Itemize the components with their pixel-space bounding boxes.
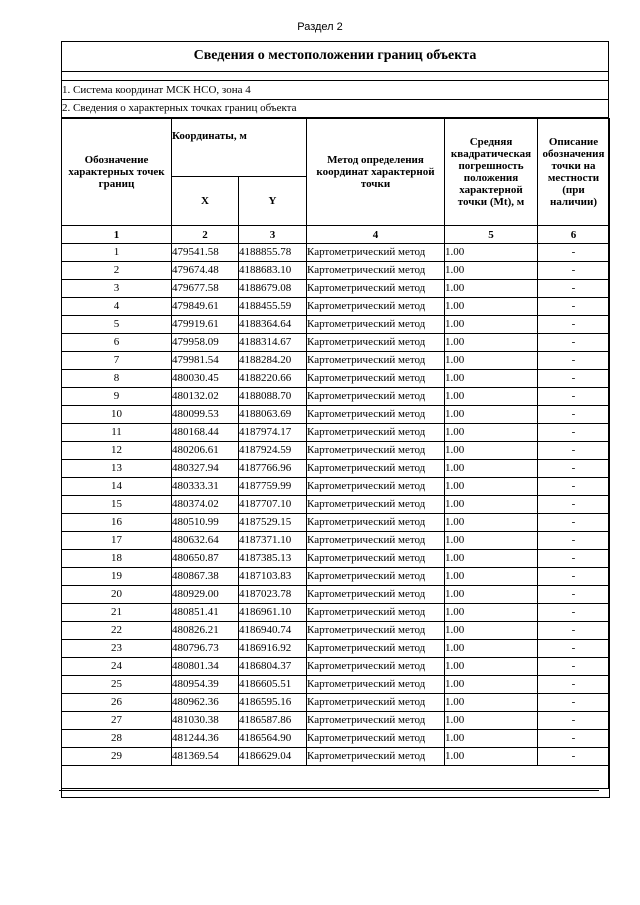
error-cell: 1.00 [445, 532, 538, 550]
method-cell: Картометрический метод [307, 280, 445, 298]
table-row [62, 532, 610, 550]
method-cell: Картометрический метод [307, 640, 445, 658]
error-cell: 1.00 [445, 658, 538, 676]
error-cell: 1.00 [445, 316, 538, 334]
error-cell: 1.00 [445, 388, 538, 406]
points-table-body [62, 244, 610, 766]
y-coordinate-cell: 4188220.66 [239, 370, 307, 388]
point-number-cell: 17 [62, 532, 172, 550]
x-coordinate-cell: 480801.34 [172, 658, 239, 676]
table-row [62, 406, 610, 424]
point-number-cell: 6 [62, 334, 172, 352]
table-row [62, 730, 610, 748]
x-coordinate-cell: 480206.61 [172, 442, 239, 460]
y-coordinate-cell: 4188284.20 [239, 352, 307, 370]
error-cell: 1.00 [445, 694, 538, 712]
method-cell: Картометрический метод [307, 262, 445, 280]
description-cell: - [538, 604, 610, 622]
x-coordinate-cell: 480327.94 [172, 460, 239, 478]
method-cell: Картометрический метод [307, 388, 445, 406]
description-cell: - [538, 496, 610, 514]
method-cell: Картометрический метод [307, 586, 445, 604]
x-coordinate-cell: 481244.36 [172, 730, 239, 748]
error-cell: 1.00 [445, 334, 538, 352]
error-cell: 1.00 [445, 424, 538, 442]
point-number-cell: 3 [62, 280, 172, 298]
coordinate-system-line: 1. Система координат МСК НСО, зона 4 [61, 80, 609, 100]
error-cell: 1.00 [445, 604, 538, 622]
section-label: Раздел 2 [297, 21, 343, 33]
column-numbers-row [62, 226, 610, 244]
x-coordinate-cell: 480030.45 [172, 370, 239, 388]
y-coordinate-cell: 4186940.74 [239, 622, 307, 640]
point-number-cell: 20 [62, 586, 172, 604]
point-number-cell: 29 [62, 748, 172, 766]
header-x: X [172, 177, 239, 226]
description-cell: - [538, 370, 610, 388]
y-coordinate-cell: 4186916.92 [239, 640, 307, 658]
method-cell: Картометрический метод [307, 370, 445, 388]
table-row [62, 262, 610, 280]
error-cell: 1.00 [445, 478, 538, 496]
table-row [62, 622, 610, 640]
header-y: Y [239, 177, 307, 226]
table-row [62, 694, 610, 712]
column-number: 3 [239, 226, 307, 244]
header-error: Средняя квадратическая погрешность положения характерной точки (Mt), м [445, 119, 538, 226]
method-cell: Картометрический метод [307, 694, 445, 712]
table-row [62, 676, 610, 694]
x-coordinate-cell: 479849.61 [172, 298, 239, 316]
x-coordinate-cell: 480099.53 [172, 406, 239, 424]
y-coordinate-cell: 4188364.64 [239, 316, 307, 334]
header-method: Метод определения координат характерной точки [307, 119, 445, 226]
x-coordinate-cell: 481030.38 [172, 712, 239, 730]
description-cell: - [538, 730, 610, 748]
table-row [62, 640, 610, 658]
table-row [62, 244, 610, 262]
error-cell: 1.00 [445, 676, 538, 694]
x-coordinate-cell: 479958.09 [172, 334, 239, 352]
error-cell: 1.00 [445, 640, 538, 658]
table-row [62, 550, 610, 568]
point-number-cell: 25 [62, 676, 172, 694]
error-cell: 1.00 [445, 352, 538, 370]
point-number-cell: 8 [62, 370, 172, 388]
x-coordinate-cell: 479981.54 [172, 352, 239, 370]
table-row [62, 604, 610, 622]
point-number-cell: 23 [62, 640, 172, 658]
y-coordinate-cell: 4187766.96 [239, 460, 307, 478]
table-row [62, 388, 610, 406]
points-info-line: 2. Сведения о характерных точках границ объекта [61, 100, 609, 118]
description-cell: - [538, 460, 610, 478]
x-coordinate-cell: 480132.02 [172, 388, 239, 406]
point-number-cell: 9 [62, 388, 172, 406]
error-cell: 1.00 [445, 244, 538, 262]
y-coordinate-cell: 4187371.10 [239, 532, 307, 550]
y-coordinate-cell: 4188855.78 [239, 244, 307, 262]
x-coordinate-cell: 479919.61 [172, 316, 239, 334]
description-cell: - [538, 352, 610, 370]
table-row [62, 442, 610, 460]
error-cell: 1.00 [445, 730, 538, 748]
y-coordinate-cell: 4188455.59 [239, 298, 307, 316]
error-cell: 1.00 [445, 586, 538, 604]
description-cell: - [538, 640, 610, 658]
error-cell: 1.00 [445, 298, 538, 316]
description-cell: - [538, 550, 610, 568]
x-coordinate-cell: 480650.87 [172, 550, 239, 568]
points-table [61, 118, 610, 798]
description-cell: - [538, 712, 610, 730]
point-number-cell: 1 [62, 244, 172, 262]
x-coordinate-cell: 480867.38 [172, 568, 239, 586]
point-number-cell: 28 [62, 730, 172, 748]
x-coordinate-cell: 480826.21 [172, 622, 239, 640]
description-cell: - [538, 622, 610, 640]
method-cell: Картометрический метод [307, 622, 445, 640]
point-number-cell: 22 [62, 622, 172, 640]
method-cell: Картометрический метод [307, 748, 445, 766]
description-cell: - [538, 298, 610, 316]
description-cell: - [538, 658, 610, 676]
point-number-cell: 21 [62, 604, 172, 622]
description-cell: - [538, 388, 610, 406]
description-cell: - [538, 406, 610, 424]
empty-cell [62, 766, 610, 798]
point-number-cell: 27 [62, 712, 172, 730]
y-coordinate-cell: 4187759.99 [239, 478, 307, 496]
header-description: Описание обозначения точки на местности (при наличии) [538, 119, 610, 226]
description-cell: - [538, 262, 610, 280]
point-number-cell: 18 [62, 550, 172, 568]
table-row [62, 424, 610, 442]
description-cell: - [538, 586, 610, 604]
x-coordinate-cell: 479541.58 [172, 244, 239, 262]
method-cell: Картометрический метод [307, 514, 445, 532]
y-coordinate-cell: 4188088.70 [239, 388, 307, 406]
point-number-cell: 14 [62, 478, 172, 496]
empty-row [62, 766, 610, 798]
point-number-cell: 5 [62, 316, 172, 334]
column-number: 1 [62, 226, 172, 244]
y-coordinate-cell: 4188679.08 [239, 280, 307, 298]
table-row [62, 496, 610, 514]
method-cell: Картометрический метод [307, 442, 445, 460]
table-row [62, 298, 610, 316]
error-cell: 1.00 [445, 406, 538, 424]
point-number-cell: 11 [62, 424, 172, 442]
y-coordinate-cell: 4188063.69 [239, 406, 307, 424]
x-coordinate-cell: 481369.54 [172, 748, 239, 766]
table-row [62, 568, 610, 586]
method-cell: Картометрический метод [307, 460, 445, 478]
point-number-cell: 26 [62, 694, 172, 712]
method-cell: Картометрический метод [307, 244, 445, 262]
error-cell: 1.00 [445, 442, 538, 460]
method-cell: Картометрический метод [307, 424, 445, 442]
description-cell: - [538, 244, 610, 262]
method-cell: Картометрический метод [307, 298, 445, 316]
method-cell: Картометрический метод [307, 604, 445, 622]
table-row [62, 460, 610, 478]
header-coordinates: Координаты, м [172, 119, 307, 177]
error-cell: 1.00 [445, 496, 538, 514]
x-coordinate-cell: 480851.41 [172, 604, 239, 622]
method-cell: Картометрический метод [307, 532, 445, 550]
column-number: 5 [445, 226, 538, 244]
description-cell: - [538, 676, 610, 694]
table-row [62, 478, 610, 496]
method-cell: Картометрический метод [307, 550, 445, 568]
point-number-cell: 15 [62, 496, 172, 514]
y-coordinate-cell: 4187023.78 [239, 586, 307, 604]
error-cell: 1.00 [445, 280, 538, 298]
x-coordinate-cell: 480168.44 [172, 424, 239, 442]
x-coordinate-cell: 480929.00 [172, 586, 239, 604]
description-cell: - [538, 532, 610, 550]
description-cell: - [538, 748, 610, 766]
x-coordinate-cell: 480510.99 [172, 514, 239, 532]
y-coordinate-cell: 4187385.13 [239, 550, 307, 568]
point-number-cell: 7 [62, 352, 172, 370]
table-row [62, 316, 610, 334]
y-coordinate-cell: 4186804.37 [239, 658, 307, 676]
table-row [62, 586, 610, 604]
description-cell: - [538, 514, 610, 532]
description-cell: - [538, 316, 610, 334]
error-cell: 1.00 [445, 370, 538, 388]
y-coordinate-cell: 4186564.90 [239, 730, 307, 748]
y-coordinate-cell: 4188683.10 [239, 262, 307, 280]
y-coordinate-cell: 4187924.59 [239, 442, 307, 460]
method-cell: Картометрический метод [307, 478, 445, 496]
method-cell: Картометрический метод [307, 352, 445, 370]
error-cell: 1.00 [445, 514, 538, 532]
y-coordinate-cell: 4186605.51 [239, 676, 307, 694]
error-cell: 1.00 [445, 460, 538, 478]
point-number-cell: 19 [62, 568, 172, 586]
point-number-cell: 10 [62, 406, 172, 424]
x-coordinate-cell: 480962.36 [172, 694, 239, 712]
point-number-cell: 16 [62, 514, 172, 532]
y-coordinate-cell: 4186629.04 [239, 748, 307, 766]
table-row [62, 658, 610, 676]
x-coordinate-cell: 480632.64 [172, 532, 239, 550]
error-cell: 1.00 [445, 568, 538, 586]
column-number: 4 [307, 226, 445, 244]
y-coordinate-cell: 4187974.17 [239, 424, 307, 442]
description-cell: - [538, 424, 610, 442]
y-coordinate-cell: 4186595.16 [239, 694, 307, 712]
method-cell: Картометрический метод [307, 496, 445, 514]
y-coordinate-cell: 4187103.83 [239, 568, 307, 586]
description-cell: - [538, 568, 610, 586]
x-coordinate-cell: 479674.48 [172, 262, 239, 280]
y-coordinate-cell: 4186587.86 [239, 712, 307, 730]
point-number-cell: 12 [62, 442, 172, 460]
x-coordinate-cell: 480954.39 [172, 676, 239, 694]
point-number-cell: 24 [62, 658, 172, 676]
table-row [62, 712, 610, 730]
column-number: 6 [538, 226, 610, 244]
error-cell: 1.00 [445, 712, 538, 730]
method-cell: Картометрический метод [307, 316, 445, 334]
header-designation: Обозначение характерных точек границ [62, 119, 172, 226]
method-cell: Картометрический метод [307, 712, 445, 730]
description-cell: - [538, 334, 610, 352]
x-coordinate-cell: 480796.73 [172, 640, 239, 658]
method-cell: Картометрический метод [307, 568, 445, 586]
point-number-cell: 4 [62, 298, 172, 316]
method-cell: Картометрический метод [307, 676, 445, 694]
column-number: 2 [172, 226, 239, 244]
x-coordinate-cell: 479677.58 [172, 280, 239, 298]
document-title: Сведения о местоположении границ объекта [61, 41, 609, 72]
x-coordinate-cell: 480374.02 [172, 496, 239, 514]
y-coordinate-cell: 4187707.10 [239, 496, 307, 514]
error-cell: 1.00 [445, 550, 538, 568]
method-cell: Картометрический метод [307, 658, 445, 676]
y-coordinate-cell: 4186961.10 [239, 604, 307, 622]
table-row [62, 352, 610, 370]
point-number-cell: 13 [62, 460, 172, 478]
error-cell: 1.00 [445, 622, 538, 640]
x-coordinate-cell: 480333.31 [172, 478, 239, 496]
table-row [62, 280, 610, 298]
description-cell: - [538, 478, 610, 496]
table-row [62, 514, 610, 532]
method-cell: Картометрический метод [307, 730, 445, 748]
description-cell: - [538, 442, 610, 460]
bottom-rule [59, 790, 599, 791]
point-number-cell: 2 [62, 262, 172, 280]
y-coordinate-cell: 4188314.67 [239, 334, 307, 352]
method-cell: Картометрический метод [307, 334, 445, 352]
description-cell: - [538, 280, 610, 298]
table-row [62, 748, 610, 766]
y-coordinate-cell: 4187529.15 [239, 514, 307, 532]
table-row [62, 370, 610, 388]
method-cell: Картометрический метод [307, 406, 445, 424]
error-cell: 1.00 [445, 262, 538, 280]
table-row [62, 334, 610, 352]
description-cell: - [538, 694, 610, 712]
error-cell: 1.00 [445, 748, 538, 766]
